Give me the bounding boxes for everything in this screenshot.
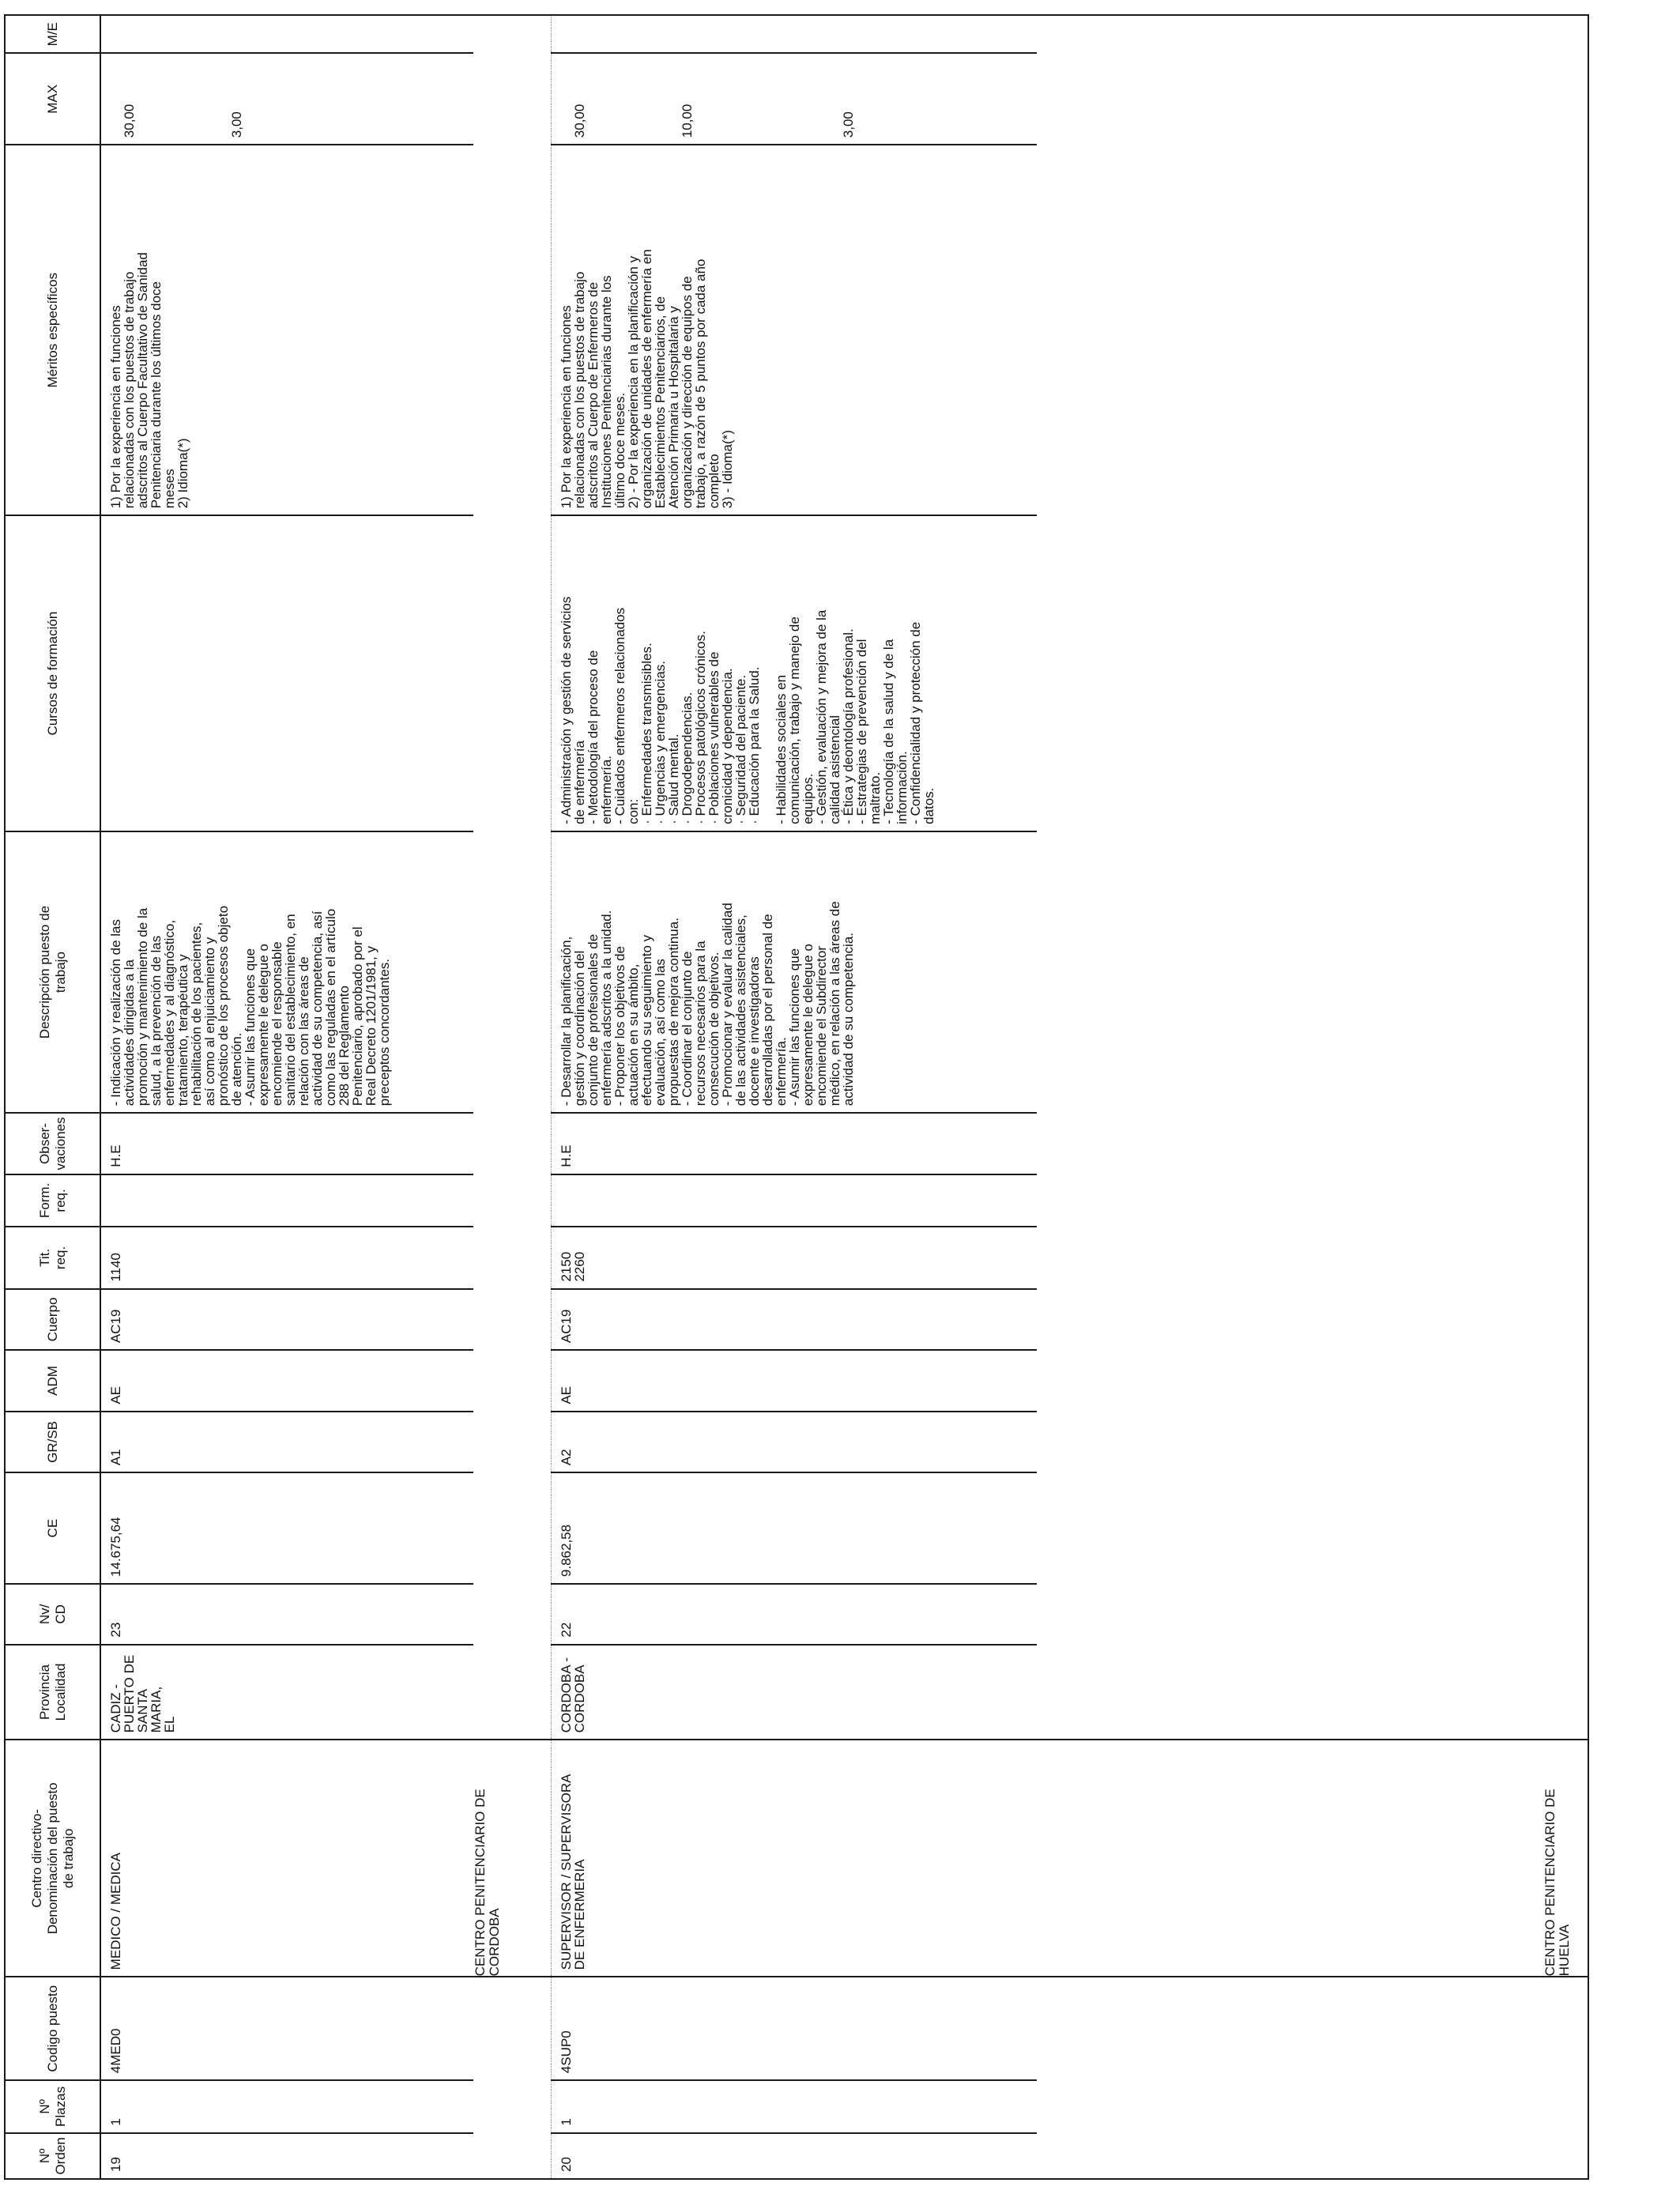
cell-adm: AE [100, 1350, 473, 1412]
header-observaciones: Obser- vaciones [5, 1113, 100, 1174]
cell-max [551, 53, 1037, 145]
max-value: 30,00 [571, 104, 587, 138]
header-formacion: Form. req. [5, 1174, 100, 1227]
cell-formacion [100, 1174, 473, 1227]
cell-ce: 9.862,58 [551, 1472, 1037, 1584]
header-me: M/E [5, 15, 100, 53]
positions-table [4, 14, 1589, 2180]
cell-ce: 14.675,64 [100, 1472, 473, 1584]
header-plazas: Nº Plazas [5, 2080, 100, 2132]
cell-grupo: A2 [551, 1412, 1037, 1473]
cell-cursos: - Administración y gestión de servicios de enfermería - Metodología del proceso de enfermería. - Cuidados enfermeros relacionados con: · Enfermedades transmisibles. · Urgencias y emergencias. · Salud mental. · Drogodependencias. · Procesos patológicos crónicos. · Poblaciones vulnerables de cronicidad y dependencia. · Seguridad del paciente. · Educación para la Salud. - Habilidades sociales en comunicación, trabajo y manejo de equipos. - Gestión, evaluación y mejora de la calidad asistencial - Ética y deontología profesional. - Estrategias de prevención del maltrato. - Tecnología de la salud y de la información. - Confidencialidad y protección de datos. [551, 515, 1037, 831]
header-provincia: Provincia Localidad [5, 1645, 100, 1740]
center-huelva: CENTRO PENITENCIARIO DE HUELVA [1037, 1740, 1588, 1977]
cell-descripcion: - Desarrollar la planificación, gestión y coordinación del conjunto de profesionales de enfermería adscritos a la unidad. - Proponer los objetivos de actuación en su ámbito, efectuando su seguimiento y evaluación, así como las propuestas de mejora continua. - Coordinar el conjunto de recursos necesarios para la consecución de objetivos. - Promocionar y evaluar la calidad de las actividades asistenciales, docente e investigadoras desarrolladas por el personal de enfermería. - Asumir las funciones que expresamente le delegue o encomiende el Subdirector médico, en relación a las áreas de actividad de su competencia. [551, 831, 1037, 1113]
cell-provincia: CADIZ - PUERTO DE SANTA MARIA, EL [100, 1645, 473, 1740]
cell-puesto: MEDICO / MEDICA [100, 1740, 473, 1977]
cell-me [100, 15, 473, 53]
cell-cuerpo: AC19 [551, 1289, 1037, 1351]
header-centro: Centro directivo- Denominación del puesto de trabajo [5, 1740, 100, 1977]
cell-plazas: 1 [551, 2080, 1037, 2132]
cell-plazas: 1 [100, 2080, 473, 2132]
cell-max [100, 53, 473, 145]
max-value: 3,00 [229, 111, 244, 138]
cell-provincia: CORDOBA - CORDOBA [551, 1645, 1037, 1740]
table-row [551, 15, 1037, 2179]
cell-codigo: 4MED0 [100, 1977, 473, 2080]
header-grupo: GR/SB [5, 1412, 100, 1473]
table-row [100, 15, 473, 2179]
header-orden: Nº Orden [5, 2133, 100, 2179]
header-cuerpo: Cuerpo [5, 1289, 100, 1351]
cell-titulacion: 1140 [100, 1227, 473, 1289]
header-nivel: Nv/ CD [5, 1584, 100, 1645]
header-row [5, 15, 100, 2179]
header-codigo: Codigo puesto [5, 1977, 100, 2080]
cell-nivel: 22 [551, 1584, 1037, 1645]
cell-meritos: 1) Por la experiencia en funciones relacionadas con los puestos de trabajo adscritos al Cuerpo Facultativo de Sanidad Penitenciaria durante los últimos doce meses 2) Idioma(*) [100, 145, 473, 515]
cell-meritos: 1) Por la experiencia en funciones relacionadas con los puestos de trabajo adscritos al Cuerpo de Enfermeros de Instituciones Penitenciarias durante los último doce meses. 2) - Por la experiencia en la planificación y organización de unidades de enfermería en Establecimientos Penitenciarios, de Atención Primaria u Hospitalaria y organización y dirección de equipos de trabajo, a razón de 5 puntos por cada año completo 3) - Idioma(*) [551, 145, 1037, 515]
cell-observaciones: H.E [100, 1113, 473, 1174]
center-row [473, 15, 551, 2179]
cell-nivel: 23 [100, 1584, 473, 1645]
header-adm: ADM [5, 1350, 100, 1412]
cell-titulacion: 2150 2260 [551, 1227, 1037, 1289]
header-cursos: Cursos de formación [5, 515, 100, 831]
header-max: MAX [5, 53, 100, 145]
cell-cursos [100, 515, 473, 831]
max-value: 10,00 [679, 104, 695, 138]
header-descripcion: Descripción puesto de trabajo [5, 831, 100, 1113]
cell-descripcion: - Indicación y realización de las actividades dirigidas a la promoción y mantenimiento de la salud, a la prevención de las enfermedades y al diagnóstico, tratamiento, terapéutica y rehabilitación de los pacientes, así como al enjuiciamiento y pronóstico de los procesos objeto de atención. - Asumir las funciones que expresamente le delegue o encomiende el responsable sanitario del establecimiento, en relación con las áreas de actividad de su competencia, así como las reguladas en el artículo 288 del Reglamento Penitenciario, aprobado por el Real Decreto 1201/1981, y preceptos concordantes. [100, 831, 473, 1113]
cell-formacion [551, 1174, 1037, 1227]
cell-me [551, 15, 1037, 53]
cell-adm: AE [551, 1350, 1037, 1412]
center-cordoba: CENTRO PENITENCIARIO DE CORDOBA [473, 1789, 503, 1977]
center-row [1037, 15, 1588, 2179]
max-value: 30,00 [122, 104, 137, 138]
cell-codigo: 4SUP0 [551, 1977, 1037, 2080]
cell-cuerpo: AC19 [100, 1289, 473, 1351]
header-ce: CE [5, 1472, 100, 1584]
header-titulacion: Tit. req. [5, 1227, 100, 1289]
header-meritos: Méritos específicos [5, 145, 100, 515]
max-value: 3,00 [840, 111, 856, 138]
cell-orden: 19 [100, 2133, 473, 2179]
cell-orden: 20 [551, 2133, 1037, 2179]
cell-grupo: A1 [100, 1412, 473, 1473]
cell-puesto: SUPERVISOR / SUPERVISORA DE ENFERMERIA [551, 1740, 1037, 1977]
cell-observaciones: H.E [551, 1113, 1037, 1174]
